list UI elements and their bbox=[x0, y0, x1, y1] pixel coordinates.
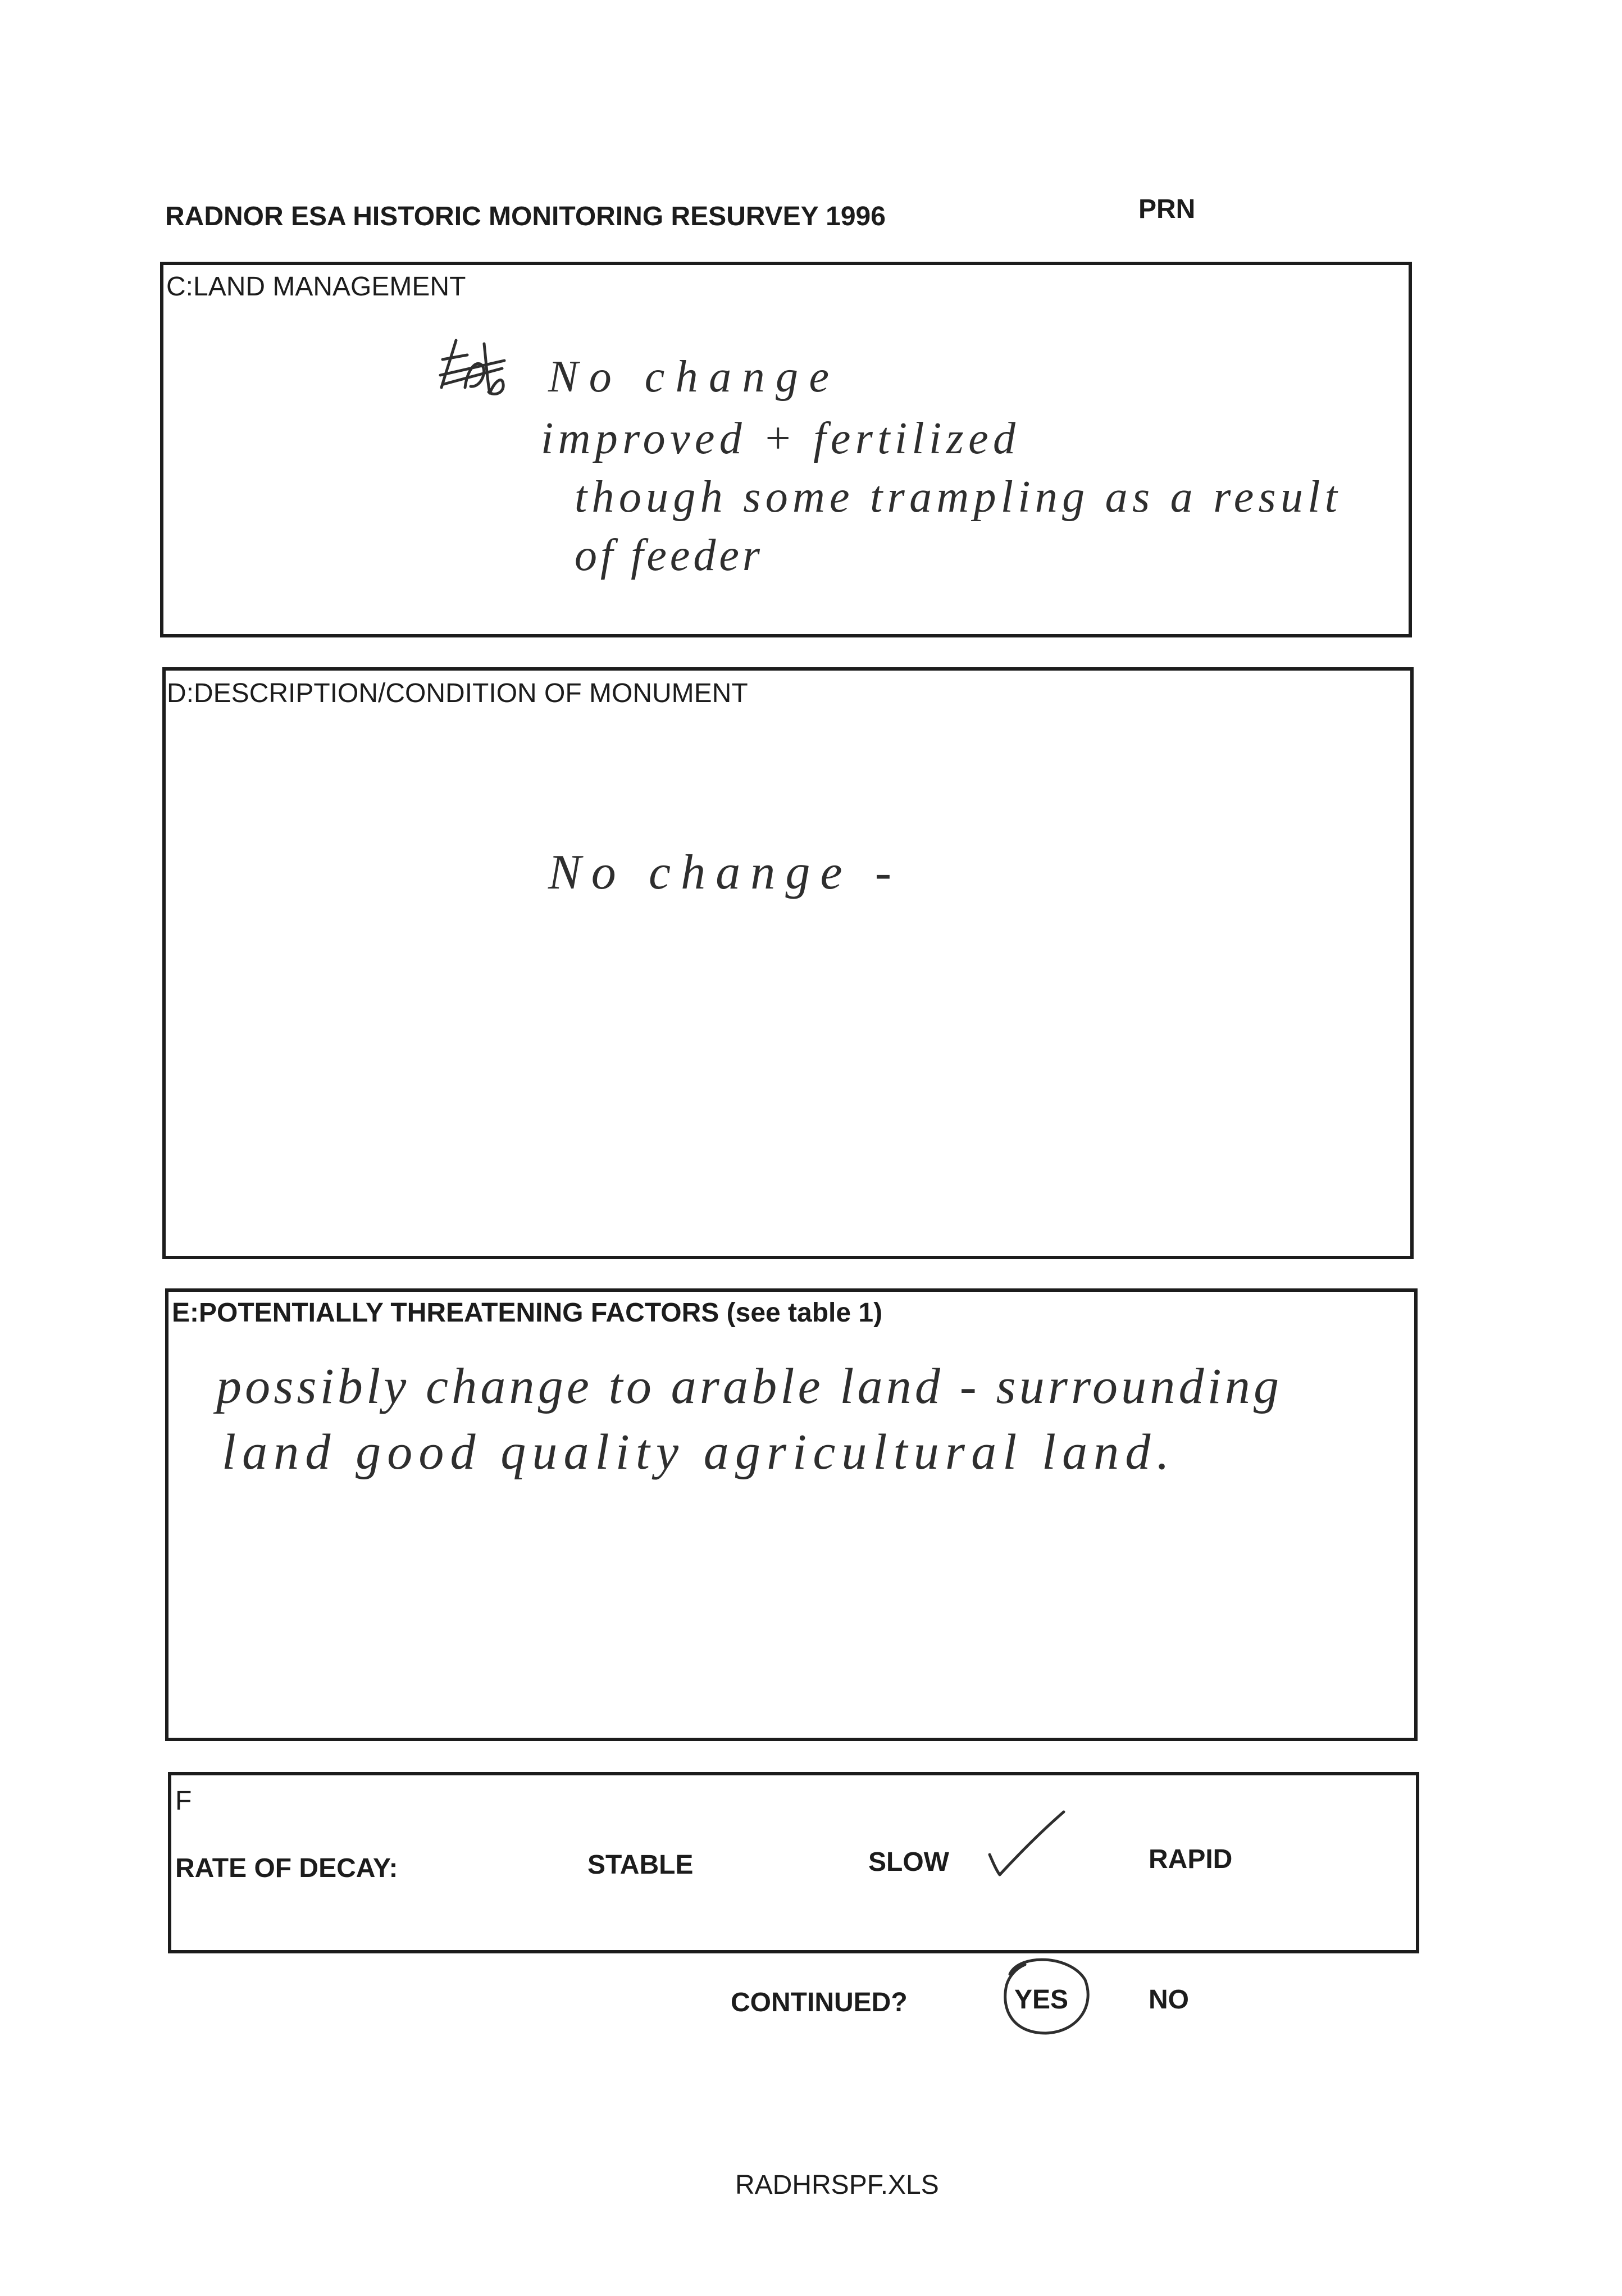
form-title: RADNOR ESA HISTORIC MONITORING RESURVEY 1996 bbox=[165, 202, 886, 231]
prn-label: PRN bbox=[1138, 194, 1196, 224]
decay-option-slow: SLOW bbox=[868, 1847, 949, 1877]
section-letter-f: F bbox=[175, 1786, 192, 1816]
threatening-factors-box bbox=[165, 1288, 1418, 1741]
threatening-factors-note-line: land good quality agricultural land. bbox=[222, 1424, 1169, 1480]
description-note-line: No change - bbox=[548, 845, 891, 900]
land-management-note-line: though some trampling as a result bbox=[575, 472, 1337, 522]
continued-option-no: NO bbox=[1149, 1985, 1189, 2015]
description-box bbox=[162, 667, 1414, 1259]
land-management-label: C:LAND MANAGEMENT bbox=[166, 272, 466, 302]
continued-option-yes: YES bbox=[1014, 1985, 1069, 2015]
land-management-box bbox=[160, 262, 1412, 637]
land-management-note-line: No change bbox=[548, 352, 829, 402]
land-management-note-line: of feeder bbox=[575, 531, 760, 580]
threatening-factors-label: E:POTENTIALLY THREATENING FACTORS (see table 1) bbox=[172, 1298, 883, 1328]
continued-label: CONTINUED? bbox=[731, 1988, 908, 2017]
rate-of-decay-label: RATE OF DECAY: bbox=[175, 1853, 398, 1883]
threatening-factors-note-line: possibly change to arable land - surrounding bbox=[216, 1359, 1279, 1414]
decay-option-rapid: RAPID bbox=[1149, 1844, 1233, 1874]
decay-option-stable: STABLE bbox=[587, 1850, 694, 1880]
description-label: D:DESCRIPTION/CONDITION OF MONUMENT bbox=[167, 678, 748, 708]
footer-filename: RADHRSPF.XLS bbox=[735, 2170, 939, 2200]
land-management-note-line: improved + fertilized bbox=[541, 414, 1015, 463]
